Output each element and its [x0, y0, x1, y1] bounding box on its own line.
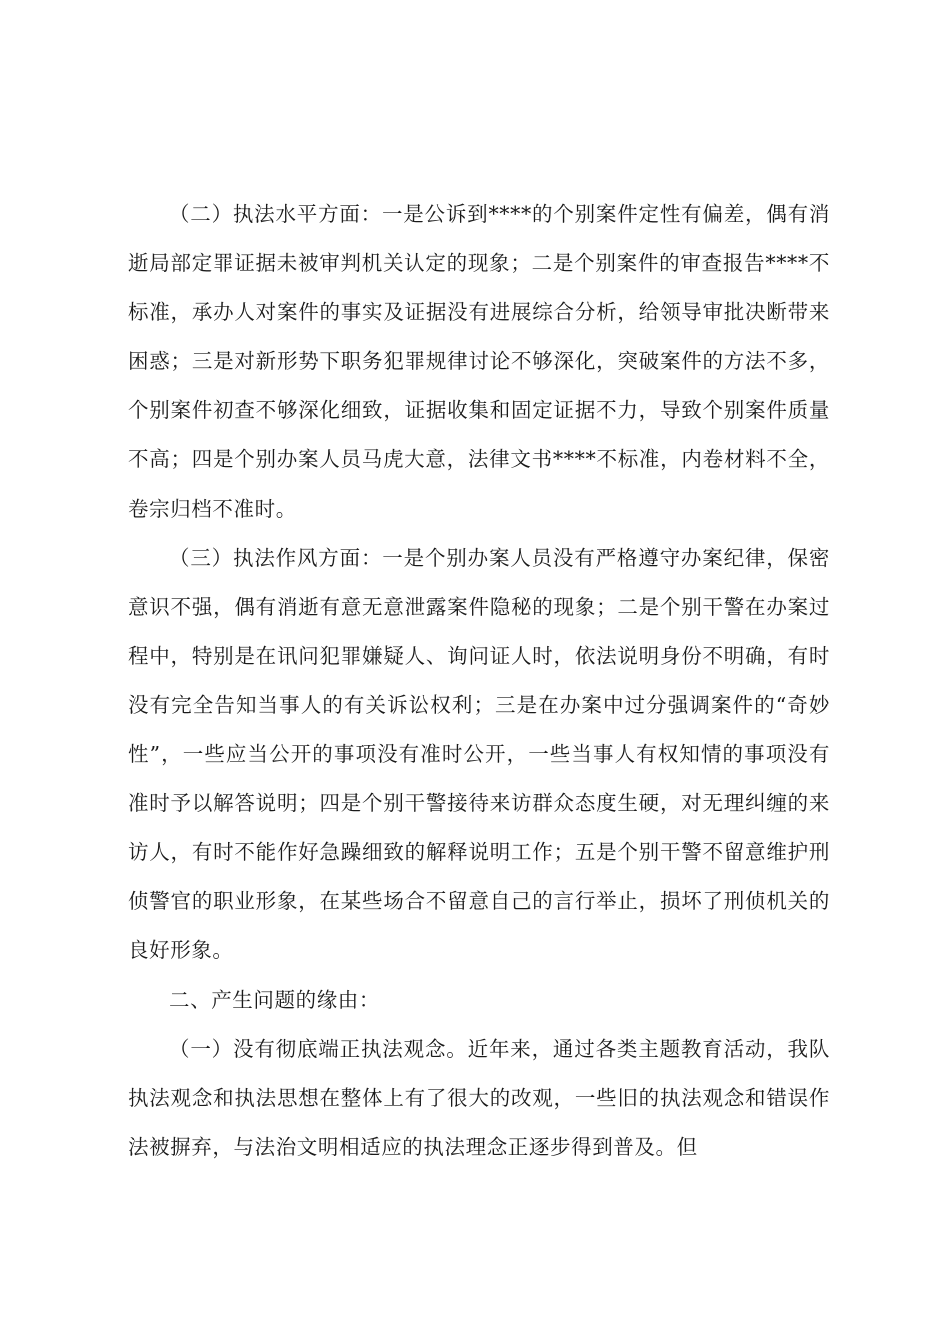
paragraph-enforcement-concept: （一）没有彻底端正执法观念。近年来，通过各类主题教育活动，我队执法观念和执法思想在整体上有了很大的改观，一些旧的执法观念和错误作法被摒弃，与法治文明相适应的执法理念正逐步得到普及。但	[128, 1036, 830, 1159]
paragraph-law-enforcement-style: （三）执法作风方面：一是个别办案人员没有严格遵守办案纪律，保密意识不强，偶有消逝有意无意泄露案件隐秘的现象；二是个别干警在办案过程中，特别是在讯问犯罪嫌疑人、询问证人时，依法说明身份不明确，有时没有完全告知当事人的有关诉讼权利；三是在办案中过分强调案件的“奇妙性”，一些应当公开的事项没有准时公开，一些当事人有权知情的事项没有准时予以解答说明；四是个别干警接待来访群众态度生硬，对无理纠缠的来访人，有时不能作好急躁细致的解释说明工作；五是个别干警不留意维护刑侦警官的职业形象，在某些场合不留意自己的言行举止，损坏了刑侦机关的良好形象。	[128, 545, 830, 963]
document-body	[128, 190, 830, 1172]
paragraph-law-enforcement-level: （二）执法水平方面：一是公诉到****的个别案件定性有偏差，偶有消逝局部定罪证据未被审判机关认定的现象；二是个别案件的审查报告****不标准，承办人对案件的事实及证据没有进展综合分析，给领导审批决断带来困惑；三是对新形势下职务犯罪规律讨论不够深化，突破案件的方法不多，个别案件初查不够深化细致，证据收集和固定证据不力，导致个别案件质量不高；四是个别办案人员马虎大意，法律文书****不标准，内卷材料不全，卷宗归档不准时。	[128, 202, 830, 521]
section-heading-causes: 二、产生问题的缘由：	[169, 987, 380, 1012]
